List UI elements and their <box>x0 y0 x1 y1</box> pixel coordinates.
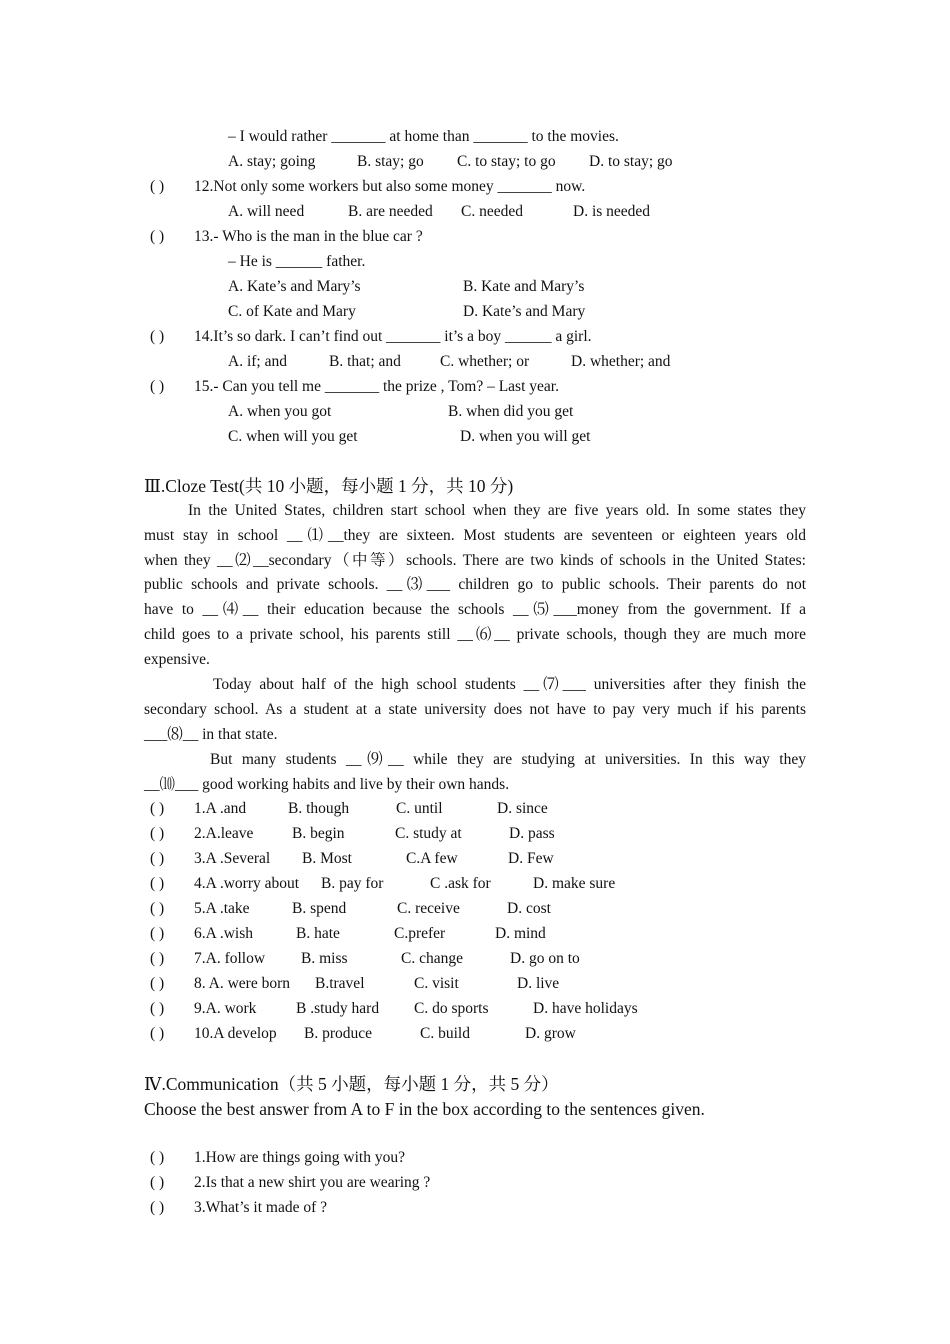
q14-option-a: A. if; and <box>228 353 287 370</box>
answer-bracket[interactable]: ( ) <box>150 378 165 395</box>
q13-option-d: D. Kate’s and Mary <box>463 303 586 320</box>
q11-option-a: A. stay; going <box>228 153 316 170</box>
cloze-item-5: 5.A .take <box>194 900 250 917</box>
q13-text: 13.- Who is the man in the blue car ? <box>194 228 423 245</box>
cloze-option-c: C.prefer <box>394 925 446 942</box>
cloze-option-d: D. cost <box>507 900 551 917</box>
cloze-option-b: B. spend <box>292 900 347 917</box>
communication-q2: 2.Is that a new shirt you are wearing ? <box>194 1174 431 1191</box>
paragraph-line: when they __⑵__secondary（中等）schools. There are two kinds of schools in the United States: <box>144 551 806 569</box>
paragraph-line: secondary school. As a student at a state university does not have to pay very much if his parents <box>144 700 806 718</box>
paragraph-line: But many students __⑼__ while they are studying at universities. In this way they <box>210 751 806 768</box>
answer-bracket[interactable]: ( ) <box>150 1199 165 1216</box>
cloze-option-c: C. until <box>396 800 443 817</box>
paragraph-line: have to __⑷__ their education because the schools __⑸___money from the government. If a <box>144 601 806 619</box>
answer-bracket[interactable]: ( ) <box>150 1174 165 1191</box>
section-heading-communication: Ⅳ.Communication（共 5 小题，每小题 1 分，共 5 分） <box>144 1074 559 1094</box>
q12-option-d: D. is needed <box>573 203 651 220</box>
paragraph-line: In the United States, children start school when they are five years old. In some states they <box>188 502 806 519</box>
q11-line2: – I would rather _______ at home than _______ to the movies. <box>228 128 619 145</box>
cloze-item-10: 10.A develop <box>194 1025 277 1042</box>
answer-bracket[interactable]: ( ) <box>150 975 165 992</box>
communication-q3: 3.What’s it made of ? <box>194 1199 327 1216</box>
q14-option-b: B. that; and <box>329 353 401 370</box>
q12-text: 12.Not only some workers but also some money _______ now. <box>194 178 586 195</box>
paragraph-line: Today about half of the high school students __⑺___ universities after they finish the <box>213 676 806 693</box>
cloze-item-2: 2.A.leave <box>194 825 254 842</box>
cloze-option-b: B. pay for <box>321 875 384 892</box>
cloze-option-d: D. since <box>497 800 548 817</box>
paragraph-line: __⑽___ good working habits and live by their own hands. <box>144 775 510 793</box>
cloze-item-1: 1.A .and <box>194 800 247 817</box>
q14-option-d: D. whether; and <box>571 353 671 370</box>
cloze-option-c: C. study at <box>395 825 462 842</box>
q13-option-a: A. Kate’s and Mary’s <box>228 278 361 295</box>
answer-bracket[interactable]: ( ) <box>150 850 165 867</box>
cloze-option-b: B. though <box>288 800 350 817</box>
cloze-option-b: B.travel <box>315 975 365 992</box>
q15-option-b: B. when did you get <box>448 403 574 420</box>
cloze-option-d: D. live <box>517 975 560 992</box>
cloze-option-b: B. hate <box>296 925 340 942</box>
cloze-option-b: B .study hard <box>296 1000 380 1017</box>
paragraph-line: child goes to a private school, his parents still __⑹__ private schools, though they are much more <box>144 625 806 643</box>
cloze-option-d: D. make sure <box>533 875 616 892</box>
q12-option-b: B. are needed <box>348 203 433 220</box>
q15-option-a: A. when you got <box>228 403 332 420</box>
cloze-item-7: 7.A. follow <box>194 950 266 967</box>
cloze-paragraph-3 <box>144 748 806 798</box>
q11-option-d: D. to stay; go <box>589 153 673 170</box>
q12-option-c: C. needed <box>461 203 523 220</box>
answer-bracket[interactable]: ( ) <box>150 1149 165 1166</box>
cloze-option-b: B. Most <box>302 850 352 867</box>
q13-option-b: B. Kate and Mary’s <box>463 278 585 295</box>
communication-q1: 1.How are things going with you? <box>194 1149 405 1166</box>
communication-instruction: Choose the best answer from A to F in the box according to the sentences given. <box>144 1099 705 1119</box>
answer-bracket[interactable]: ( ) <box>150 875 165 892</box>
cloze-option-d: D. Few <box>508 850 554 867</box>
answer-bracket[interactable]: ( ) <box>150 178 165 195</box>
paragraph-line: must stay in school __⑴__they are sixteen. Most students are seventeen or eighteen years old <box>144 526 806 544</box>
q14-option-c: C. whether; or <box>440 353 530 370</box>
answer-bracket[interactable]: ( ) <box>150 800 165 817</box>
paragraph-line: ___⑻__ in that state. <box>144 725 278 743</box>
cloze-option-c: C. receive <box>397 900 460 917</box>
cloze-option-c: C. do sports <box>414 1000 489 1017</box>
cloze-option-d: D. go on to <box>510 950 580 967</box>
q13-line2: – He is ______ father. <box>228 253 366 270</box>
q13-option-c: C. of Kate and Mary <box>228 303 356 320</box>
section-heading-cloze: Ⅲ.Cloze Test(共 10 小题，每小题 1 分，共 10 分) <box>144 476 514 496</box>
q14-text: 14.It’s so dark. I can’t find out _______ it’s a boy ______ a girl. <box>194 328 592 345</box>
answer-bracket[interactable]: ( ) <box>150 825 165 842</box>
cloze-option-c: C. build <box>420 1025 470 1042</box>
q11-option-b: B. stay; go <box>357 153 424 170</box>
cloze-item-6: 6.A .wish <box>194 925 253 942</box>
cloze-option-d: D. pass <box>509 825 555 842</box>
answer-bracket[interactable]: ( ) <box>150 228 165 245</box>
q15-option-c: C. when will you get <box>228 428 358 445</box>
cloze-option-c: C.A few <box>406 850 458 867</box>
cloze-option-c: C. visit <box>414 975 459 992</box>
answer-bracket[interactable]: ( ) <box>150 328 165 345</box>
cloze-item-9: 9.A. work <box>194 1000 257 1017</box>
cloze-option-b: B. begin <box>292 825 345 842</box>
cloze-option-b: B. produce <box>304 1025 373 1042</box>
answer-bracket[interactable]: ( ) <box>150 950 165 967</box>
paragraph-line: expensive. <box>144 650 210 668</box>
q11-option-c: C. to stay; to go <box>457 153 556 170</box>
answer-bracket[interactable]: ( ) <box>150 900 165 917</box>
cloze-option-d: D. have holidays <box>533 1000 638 1017</box>
answer-bracket[interactable]: ( ) <box>150 925 165 942</box>
cloze-option-d: D. grow <box>525 1025 576 1042</box>
cloze-item-4: 4.A .worry about <box>194 875 300 892</box>
cloze-paragraph-1 <box>144 499 806 673</box>
cloze-option-c: C .ask for <box>430 875 491 892</box>
answer-bracket[interactable]: ( ) <box>150 1025 165 1042</box>
cloze-option-b: B. miss <box>301 950 348 967</box>
cloze-option-d: D. mind <box>495 925 546 942</box>
cloze-item-8: 8. A. were born <box>194 975 290 992</box>
q15-text: 15.- Can you tell me _______ the prize , Tom? – Last year. <box>194 378 559 395</box>
q12-option-a: A. will need <box>228 203 305 220</box>
paragraph-line: public schools and private schools. __⑶___ children go to public schools. Their parents do not <box>144 576 806 594</box>
q15-option-d: D. when you will get <box>460 428 591 445</box>
cloze-option-c: C. change <box>401 950 463 967</box>
cloze-paragraph-2 <box>144 673 806 747</box>
answer-bracket[interactable]: ( ) <box>150 1000 165 1017</box>
cloze-item-3: 3.A .Several <box>194 850 271 867</box>
